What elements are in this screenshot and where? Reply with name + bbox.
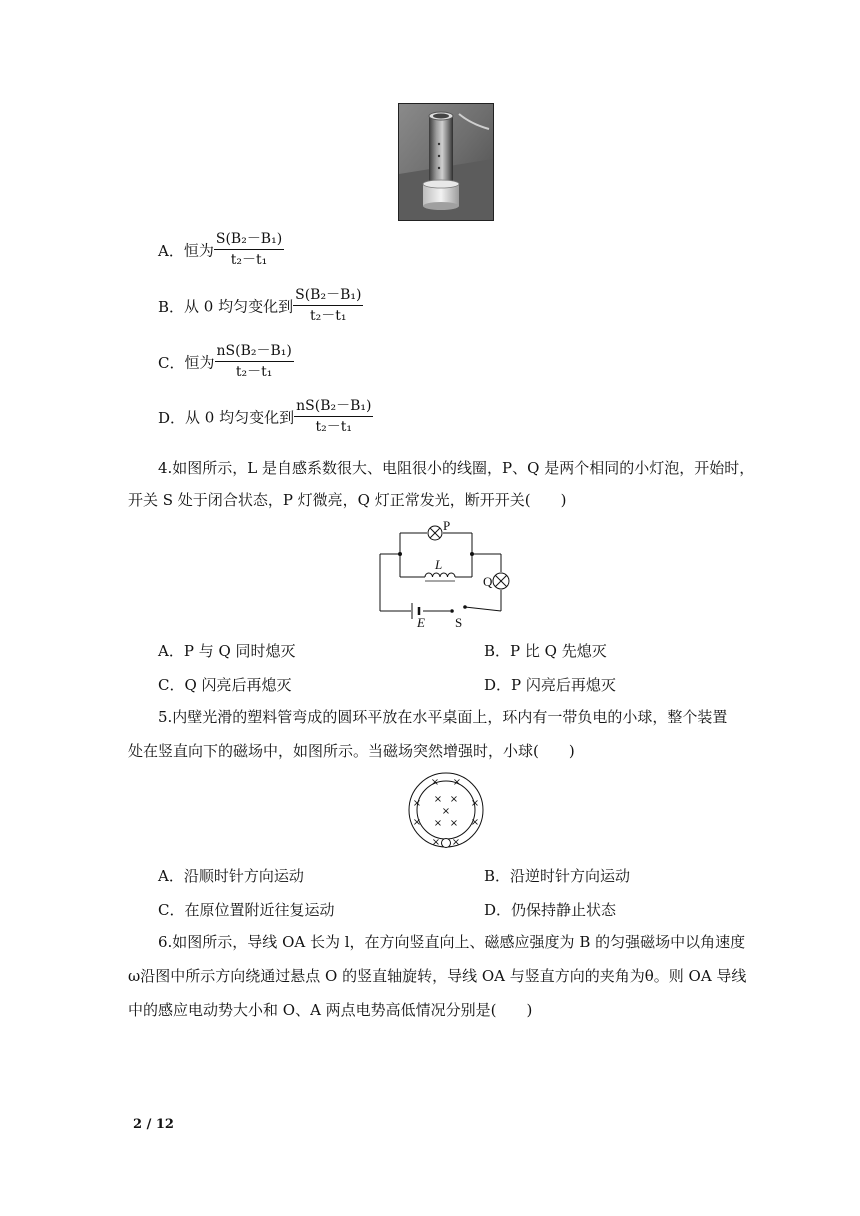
svg-text:×: × (433, 794, 443, 805)
q3-option-b: B．从 0 均匀变化到 $\frac{\text{S(B₂－B₁)}}{\text{t₂－t₁}}$ (158, 287, 362, 324)
q4-option-a: A．P 与 Q 同时熄灭 (158, 642, 296, 660)
q6-stem-line2: ω沿图中所示方向绕通过悬点 O 的竖直轴旋转，导线 OA 与竖直方向的夹角为θ。则 OA 导线 (128, 967, 747, 985)
q5-option-c: C．在原位置附近往复运动 (158, 901, 335, 919)
q6-stem-line3: 中的感应电动势大小和 O、A 两点电势高低情况分别是( ) (128, 1001, 533, 1019)
q5-stem-line2: 处在竖直向下的磁场中，如图所示。当磁场突然增强时，小球( ) (128, 742, 575, 760)
svg-text:×: × (449, 818, 459, 829)
q4-option-c: C．Q 闪亮后再熄灭 (158, 676, 292, 694)
svg-text:×: × (470, 798, 480, 809)
svg-text:×: × (433, 818, 443, 829)
q5-option-a: A．沿顺时针方向运动 (158, 867, 304, 885)
inductor-coil-icon (425, 573, 455, 577)
q3-option-a: A．恒为 $\frac{\text{S(B₂－B₁)}}{\text{t₂－t₁}}$ (158, 231, 283, 268)
q5-stem-line1: 5.内壁光滑的塑料管弯成的圆环平放在水平桌面上，环内有一带负电的小球，整个装置 (158, 708, 728, 726)
tube-photo (398, 103, 494, 221)
q3-option-d: D．从 0 均匀变化到 $\frac{\text{nS(B₂－B₁)}}{\text{t₂－t₁}}$ (158, 398, 372, 435)
tube-photo-image (399, 104, 493, 220)
svg-text:×: × (430, 777, 440, 788)
q4-option-b: B．P 比 Q 先熄灭 (484, 642, 607, 660)
q4-stem-line1: 4.如图所示，L 是自感系数很大、电阻很小的线圈，P、Q 是两个相同的小灯泡，开始时， (158, 459, 755, 477)
bulb-q-icon (493, 573, 509, 589)
label-l: L (435, 557, 443, 572)
svg-text:×: × (412, 798, 422, 809)
charged-ball-icon (442, 839, 451, 848)
label-p: P (443, 519, 451, 533)
q4-stem-line2: 开关 S 处于闭合状态，P 灯微亮，Q 灯正常发光，断开开关( ) (128, 491, 567, 509)
svg-text:×: × (449, 794, 459, 805)
svg-text:×: × (431, 837, 441, 848)
q4-circuit-diagram (375, 519, 510, 629)
page-number: 2 / 12 (133, 1117, 174, 1132)
svg-text:×: × (441, 806, 451, 817)
svg-text:×: × (451, 837, 461, 848)
q6-stem-line1: 6.如图所示，导线 OA 长为 l，在方向竖直向上、磁感应强度为 B 的匀强磁场中以角速度 (158, 933, 746, 951)
label-q: Q (483, 574, 493, 589)
q5-option-d: D．仍保持静止状态 (484, 901, 617, 919)
q3-option-d-fraction: $\frac{\text{nS(B₂－B₁)}}{\text{t₂－t₁}}$ (296, 398, 372, 435)
q3-option-a-fraction: $\frac{\text{S(B₂－B₁)}}{\text{t₂－t₁}}$ (215, 231, 283, 268)
label-s: S (455, 615, 463, 629)
q5-option-b: B．沿逆时针方向运动 (484, 867, 631, 885)
switch-contact-icon (450, 609, 454, 613)
bulb-p-icon (428, 526, 442, 540)
q3-option-c-fraction: $\frac{\text{nS(B₂－B₁)}}{\text{t₂－t₁}}$ (216, 343, 292, 380)
svg-text:×: × (452, 777, 462, 788)
svg-text:×: × (470, 817, 480, 828)
q4-option-d: D．P 闪亮后再熄灭 (484, 676, 616, 694)
q3-option-b-fraction: $\frac{\text{S(B₂－B₁)}}{\text{t₂－t₁}}$ (295, 287, 362, 324)
label-e: E (417, 615, 425, 629)
svg-text:×: × (412, 817, 422, 828)
q5-ring-diagram (404, 772, 488, 852)
q3-option-c: C．恒为 $\frac{\text{nS(B₂－B₁)}}{\text{t₂－t₁}}$ (158, 343, 292, 380)
